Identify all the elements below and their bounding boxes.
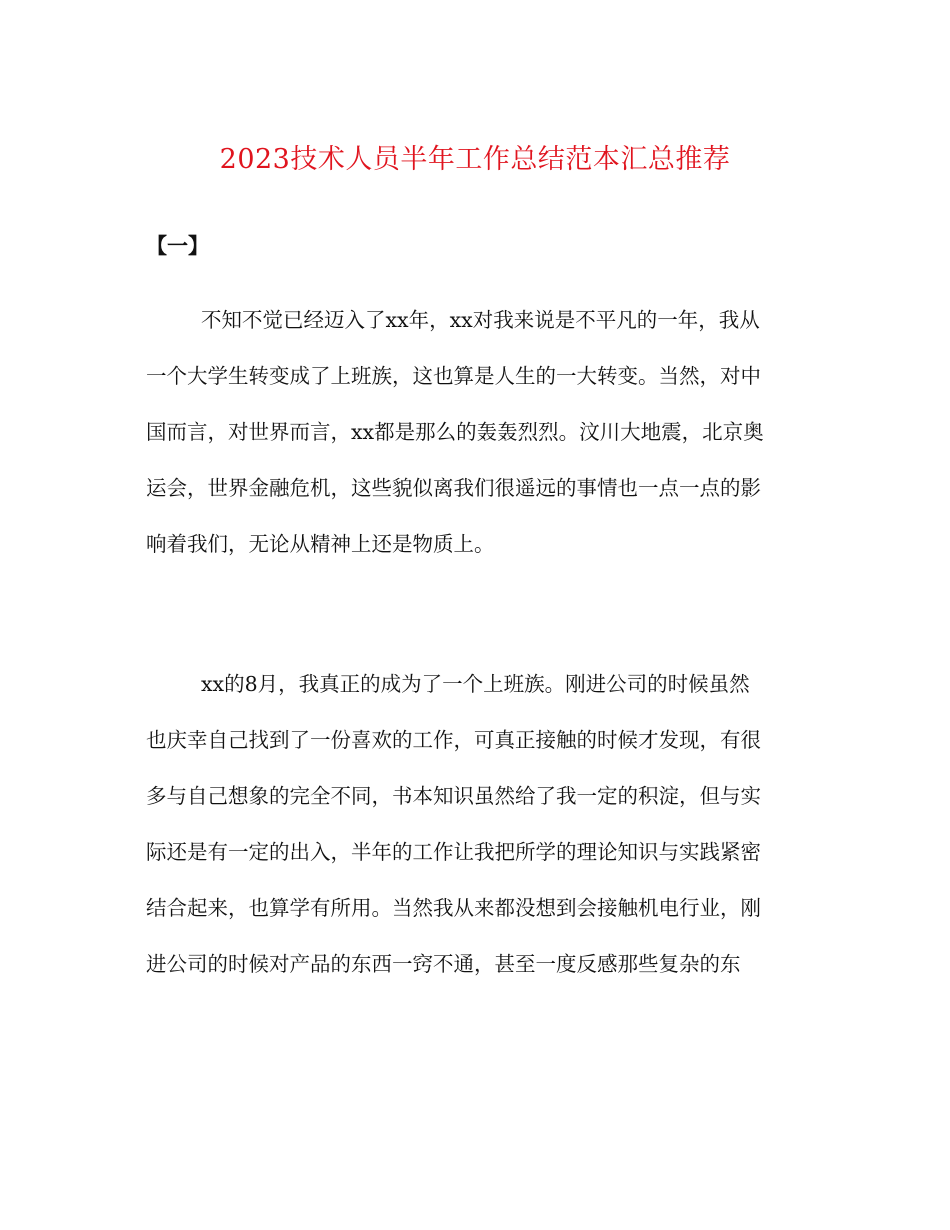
paragraph-line: xx的8月，我真正的成为了一个上班族。刚进公司的时候虽然 [201, 672, 750, 696]
paragraph-line: 国而言，对世界而言，xx都是那么的轰轰烈烈。汶川大地震，北京奥 [146, 420, 764, 444]
paragraph-1 [146, 292, 806, 572]
paragraph-line: 际还是有一定的出入，半年的工作让我把所学的理论知识与实践紧密 [146, 840, 761, 864]
paragraph-line: 一个大学生转变成了上班族，这也算是人生的一大转变。当然，对中 [146, 364, 761, 388]
paragraph-line: 运会，世界金融危机，这些貌似离我们很遥远的事情也一点一点的影 [146, 476, 761, 500]
paragraph-line: 不知不觉已经迈入了xx年，xx对我来说是不平凡的一年，我从 [201, 308, 760, 332]
paragraph-2 [146, 656, 806, 992]
paragraph-line: 响着我们，无论从精神上还是物质上。 [146, 532, 495, 556]
document-title: 2023技术人员半年工作总结范本汇总推荐 [219, 144, 731, 175]
paragraph-line: 进公司的时候对产品的东西一窍不通，甚至一度反感那些复杂的东 [146, 952, 741, 976]
paragraph-line: 多与自己想象的完全不同，书本知识虽然给了我一定的积淀，但与实 [146, 784, 761, 808]
paragraph-line: 也庆幸自己找到了一份喜欢的工作，可真正接触的时候才发现，有很 [146, 728, 761, 752]
section-label: 【一】 [146, 233, 209, 258]
paragraph-line: 结合起来，也算学有所用。当然我从来都没想到会接触机电行业，刚 [146, 896, 761, 920]
